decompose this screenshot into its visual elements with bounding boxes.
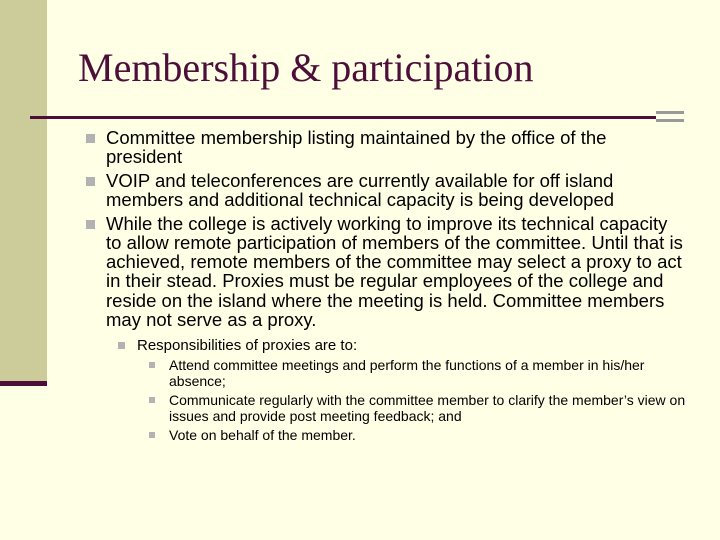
square-bullet-icon [86, 177, 95, 186]
title-rule-accent-bottom [656, 119, 684, 122]
bullet-item [86, 128, 686, 166]
square-bullet-icon [118, 342, 125, 349]
bullet-item [86, 171, 686, 209]
bullet-text: VOIP and teleconferences are currently available for off island members and additional technical capacity is being developed [106, 169, 615, 211]
square-bullet-icon [149, 362, 155, 368]
title-rule-accent-top [656, 111, 684, 114]
slide-title: Membership & participation [78, 45, 534, 90]
bullet-item [86, 214, 686, 329]
sub-sub-bullet-item [149, 357, 686, 389]
bullet-text: While the college is actively working to improve its technical capacity to allow remote participation of members of the committee. Until that is achieved, remote members of the committee may select a proxy to act in their stead. Proxies must be regular employees of the college and reside on the island where the meeting is held. Committee members may not serve as a proxy. [106, 212, 683, 330]
slide-body [86, 128, 686, 446]
square-bullet-icon [86, 134, 95, 143]
left-decorative-band [0, 0, 47, 384]
bullet-text: Committee membership listing maintained by the office of the president [106, 127, 607, 168]
sub-sub-bullet-text: Vote on behalf of the member. [169, 427, 356, 444]
square-bullet-icon [149, 397, 155, 403]
sub-bullet-text: Responsibilities of proxies are to: [137, 337, 358, 355]
square-bullet-icon [86, 220, 95, 229]
sub-bullet-item [118, 337, 686, 354]
sub-sub-bullet-text: Communicate regularly with the committee member to clarify the member’s view on issues and provide post meeting feedback; and [169, 392, 686, 425]
left-band-accent [0, 381, 47, 386]
title-underline [30, 116, 656, 119]
square-bullet-icon [149, 432, 155, 438]
sub-sub-bullet-item [149, 427, 686, 443]
sub-sub-bullet-text: Attend committee meetings and perform the functions of a member in his/her absence; [169, 357, 645, 390]
sub-sub-bullet-item [149, 392, 686, 424]
